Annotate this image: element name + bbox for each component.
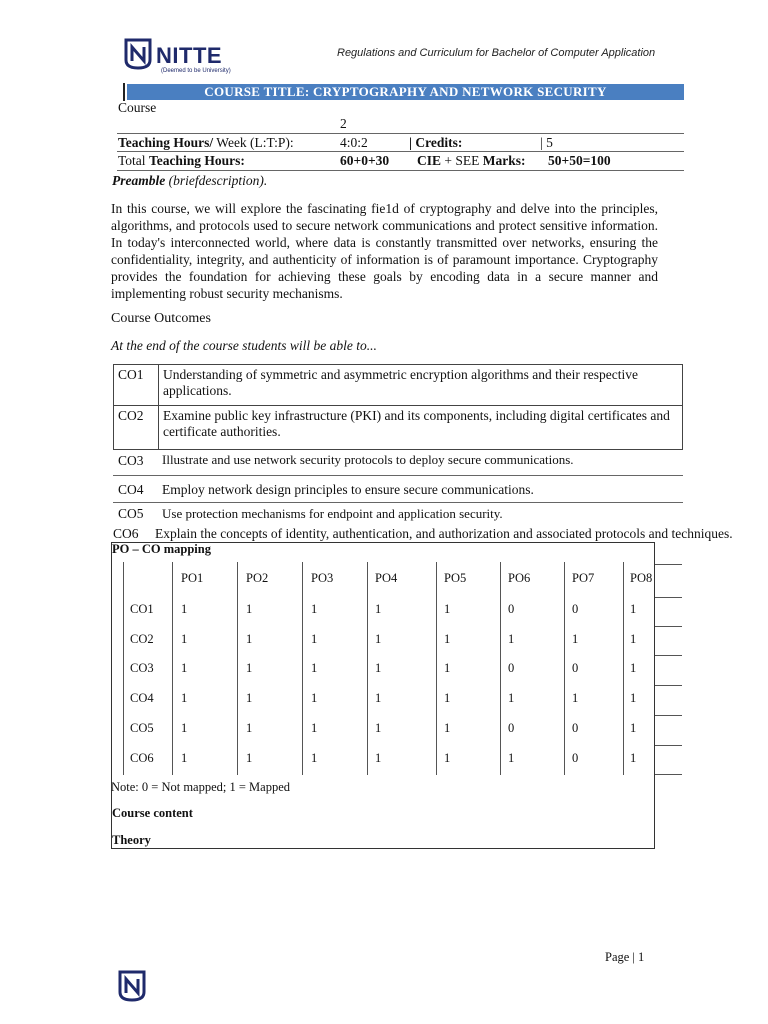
mapping-row-co: CO4 [130,691,154,705]
mapping-cell: 1 [444,602,451,616]
mapping-cell: 1 [181,661,188,675]
table-row [114,365,683,406]
page-number: Page | 1 [605,950,645,964]
po-column-header: PO7 [572,571,595,585]
mapping-cell: 1 [375,751,382,765]
co-code: CO6 [113,526,139,541]
mapping-cell: 1 [508,632,515,646]
mapping-cell: 0 [572,751,579,765]
po-column-header: PO3 [311,571,334,585]
course-title-bar: COURSE TITLE: CRYPTOGRAPHY AND NETWORK SECURITY [127,84,684,100]
mapping-row-co: CO6 [130,751,154,765]
mapping-cell: 1 [181,632,188,646]
mapping-cell: 1 [375,632,382,646]
co-code: CO1 [114,365,159,406]
course-outcomes-heading: Course Outcomes [111,311,211,326]
nitte-logo-icon [124,38,152,70]
nitte-footer-logo-icon [118,970,146,1002]
mapping-cell: 1 [181,721,188,735]
mapping-cell: 1 [572,691,579,705]
mapping-cell: 0 [508,721,515,735]
mapping-cell: 1 [508,691,515,705]
mapping-cell: 1 [444,691,451,705]
document-header-title: Regulations and Curriculum for Bachelor of Computer Application [337,47,656,59]
co-text: Employ network design principles to ensure secure communications. [162,482,534,497]
co-code: CO5 [118,506,144,521]
mapping-cell: 1 [375,602,382,616]
mapping-note: Note: 0 = Not mapped; 1 = Mapped [111,780,290,794]
course-content-heading: Course content [112,806,193,820]
table-row [114,406,683,450]
mapping-cell: 1 [375,691,382,705]
mapping-cell: 1 [444,721,451,735]
marks-value: 50+50=100 [548,153,611,168]
mapping-cell: 1 [375,661,382,675]
logo-name: NITTE [156,43,223,68]
teaching-hours-label: Teaching Hours/ Week (L:T:P): [118,135,294,150]
mapping-cell: 1 [246,632,253,646]
mapping-cell: 1 [630,691,637,705]
mapping-cell: 1 [572,632,579,646]
total-hours-label: Total Teaching Hours: [118,153,245,168]
mapping-cell: 1 [311,691,318,705]
mapping-cell: 1 [181,602,188,616]
po-column-header: PO6 [508,571,531,585]
mapping-cell: 1 [444,661,451,675]
mapping-cell: 1 [630,661,637,675]
mapping-cell: 1 [375,721,382,735]
co-code: CO4 [118,482,144,497]
co-text: Use protection mechanisms for endpoint and application security. [162,506,503,521]
mapping-row-co: CO1 [130,602,154,616]
mapping-cell: 1 [311,661,318,675]
co-table [113,364,683,450]
co-code: CO3 [118,453,144,468]
po-column-header: PO1 [181,571,204,585]
co-code: CO2 [114,406,159,450]
mapping-cell: 1 [508,751,515,765]
po-column-header: PO2 [246,571,269,585]
co-text: Understanding of symmetric and asymmetric encryption algorithms and their respective applications. [159,365,683,406]
co-text: Examine public key infrastructure (PKI) and its components, including digital certificates and certificate authorities. [159,406,683,450]
mapping-cell: 1 [246,721,253,735]
teaching-hours-value: 4:0:2 [340,135,368,150]
mapping-cell: 1 [181,751,188,765]
mapping-cell: 1 [311,632,318,646]
mapping-heading: PO – CO mapping [112,542,211,556]
mapping-row-co: CO3 [130,661,154,675]
course-label: Course [118,100,157,115]
credits-value: | 5 [540,135,553,150]
mapping-cell: 1 [246,602,253,616]
marks-label: CIE + SEE Marks: [417,153,526,168]
mapping-cell: 1 [444,632,451,646]
preamble-text: In this course, we will explore the fascinating fie1d of cryptography and delve into the principles, algorithms, and protocols used to secure network communications and protect sensitive information. In today's interconnected world, where data is constantly transmitted over networks, ensuring the confidentiality, integrity, and authenticity of information is of paramount importance. Cryptography provides the foundation for achieving these goals by encoding data in a secure manner and implementing robust security mechanisms. [111,201,658,301]
mapping-cell: 1 [246,751,253,765]
po-column-header: PO8 [630,571,653,585]
course-value: 2 [340,116,347,131]
credits-label: | Credits: [409,135,463,150]
mapping-cell: 1 [444,751,451,765]
mapping-cell: 0 [572,721,579,735]
total-hours-value: 60+0+30 [340,153,390,168]
logo-subtitle: (Deemed to be University) [161,68,231,74]
mapping-cell: 1 [630,602,637,616]
mapping-cell: 1 [630,751,637,765]
mapping-cell: 1 [311,721,318,735]
co-text: Explain the concepts of identity, authentication, and authorization and associated protocols and techniques. [155,526,733,541]
mapping-cell: 1 [246,661,253,675]
course-outcomes-intro: At the end of the course students will be able to... [111,338,377,353]
mapping-row-co: CO5 [130,721,154,735]
mapping-cell: 1 [630,632,637,646]
theory-heading: Theory [112,833,151,847]
mapping-row-co: CO2 [130,632,154,646]
mapping-cell: 1 [181,691,188,705]
preamble-heading: Preamble (briefdescription). [112,173,268,188]
mapping-cell: 1 [311,751,318,765]
mapping-cell: 1 [630,721,637,735]
po-column-header: PO4 [375,571,398,585]
mapping-cell: 1 [311,602,318,616]
mapping-cell: 0 [572,661,579,675]
mapping-cell: 1 [246,691,253,705]
co-text: Illustrate and use network security protocols to deploy secure communications. [162,452,574,467]
mapping-cell: 0 [572,602,579,616]
po-column-header: PO5 [444,571,467,585]
mapping-cell: 0 [508,602,515,616]
mapping-cell: 0 [508,661,515,675]
